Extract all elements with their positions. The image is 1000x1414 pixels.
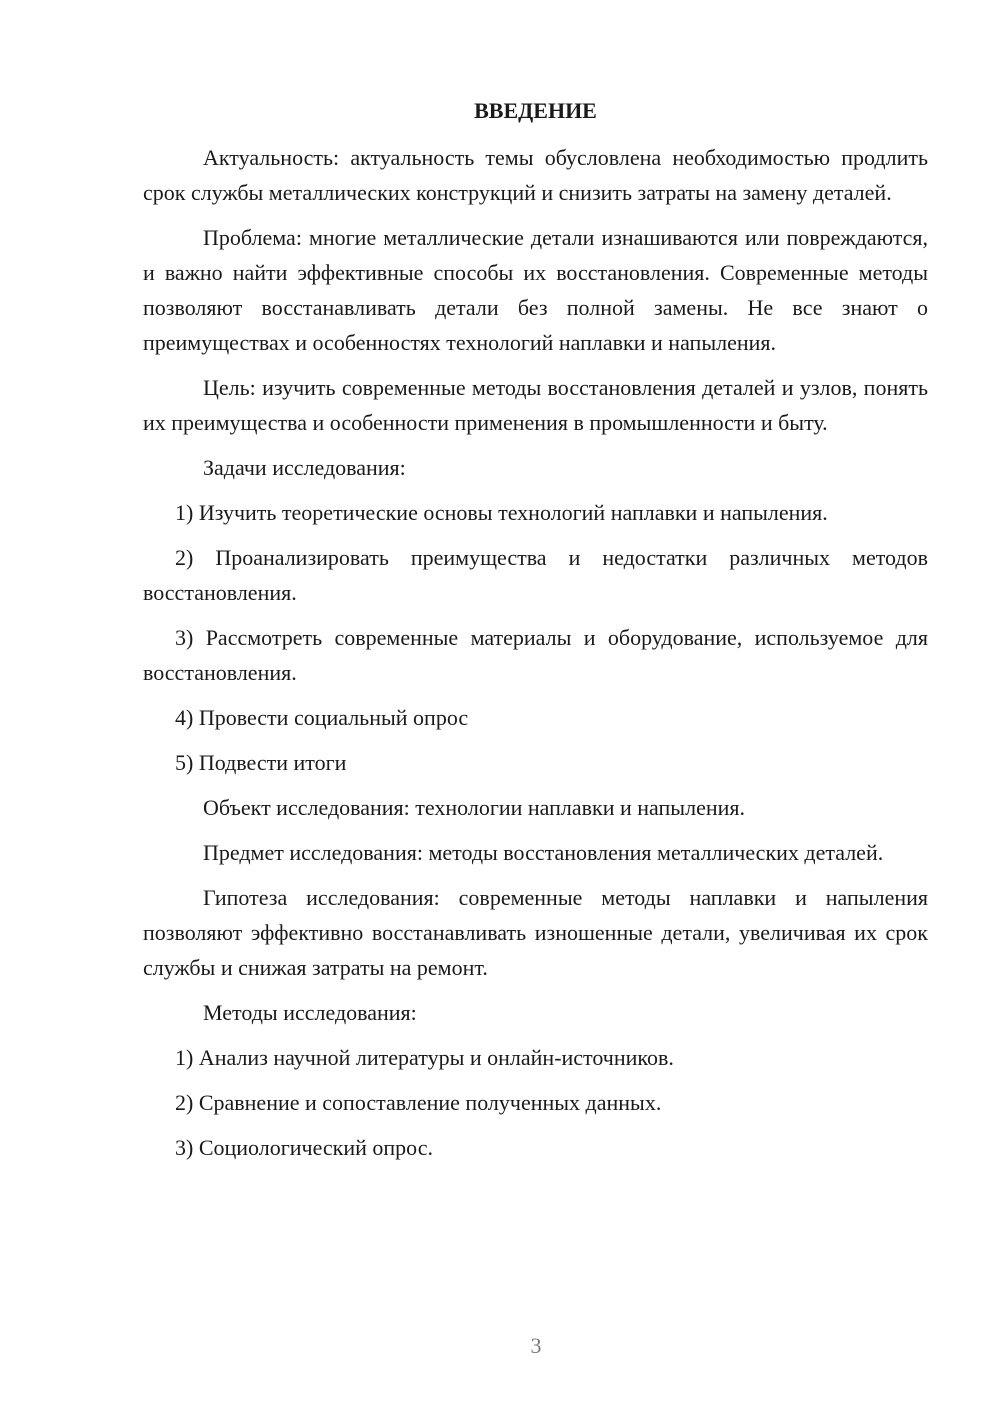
tasks-title: Задачи исследования:	[203, 455, 406, 480]
page-content	[143, 96, 928, 1175]
method-item: 2) Сравнение и сопоставление полученных данных.	[175, 1090, 662, 1115]
subject-paragraph: Предмет исследования: методы восстановления металлических деталей.	[203, 840, 884, 865]
hypothesis-paragraph: Гипотеза исследования: современные методы наплавки и напыления позволяют эффективно восстанавливать изношенные детали, увеличивая их срок службы и снижая затраты на ремонт.	[143, 885, 928, 980]
goal-paragraph: Цель: изучить современные методы восстановления деталей и узлов, понять их преимущества и особенности применения в промышленности и быту.	[143, 375, 928, 435]
task-item: 3) Рассмотреть современные материалы и оборудование, используемое для восстановления.	[143, 625, 928, 685]
task-item: 5) Подвести итоги	[175, 750, 347, 775]
task-item: 1) Изучить теоретические основы технологий наплавки и напыления.	[175, 500, 828, 525]
method-item: 1) Анализ научной литературы и онлайн-источников.	[175, 1045, 674, 1070]
section-heading: ВВЕДЕНИЕ	[474, 98, 597, 123]
methods-title: Методы исследования:	[203, 1000, 417, 1025]
task-item: 4) Провести социальный опрос	[175, 705, 469, 730]
problem-paragraph: Проблема: многие металлические детали изнашиваются или повреждаются, и важно найти эффективные способы их восстановления. Современные методы позволяют восстанавливать детали без полной замены. Не все знают о преимуществах и особенностях технологий наплавки и напыления.	[143, 225, 928, 355]
object-paragraph: Объект исследования: технологии наплавки и напыления.	[203, 795, 745, 820]
method-item: 3) Социологический опрос.	[175, 1135, 433, 1160]
relevance-paragraph: Актуальность: актуальность темы обусловлена необходимостью продлить срок службы металлических конструкций и снизить затраты на замену деталей.	[143, 145, 928, 205]
task-item: 2) Проанализировать преимущества и недостатки различных методов восстановления.	[143, 545, 928, 605]
page-number: 3	[530, 1333, 542, 1358]
